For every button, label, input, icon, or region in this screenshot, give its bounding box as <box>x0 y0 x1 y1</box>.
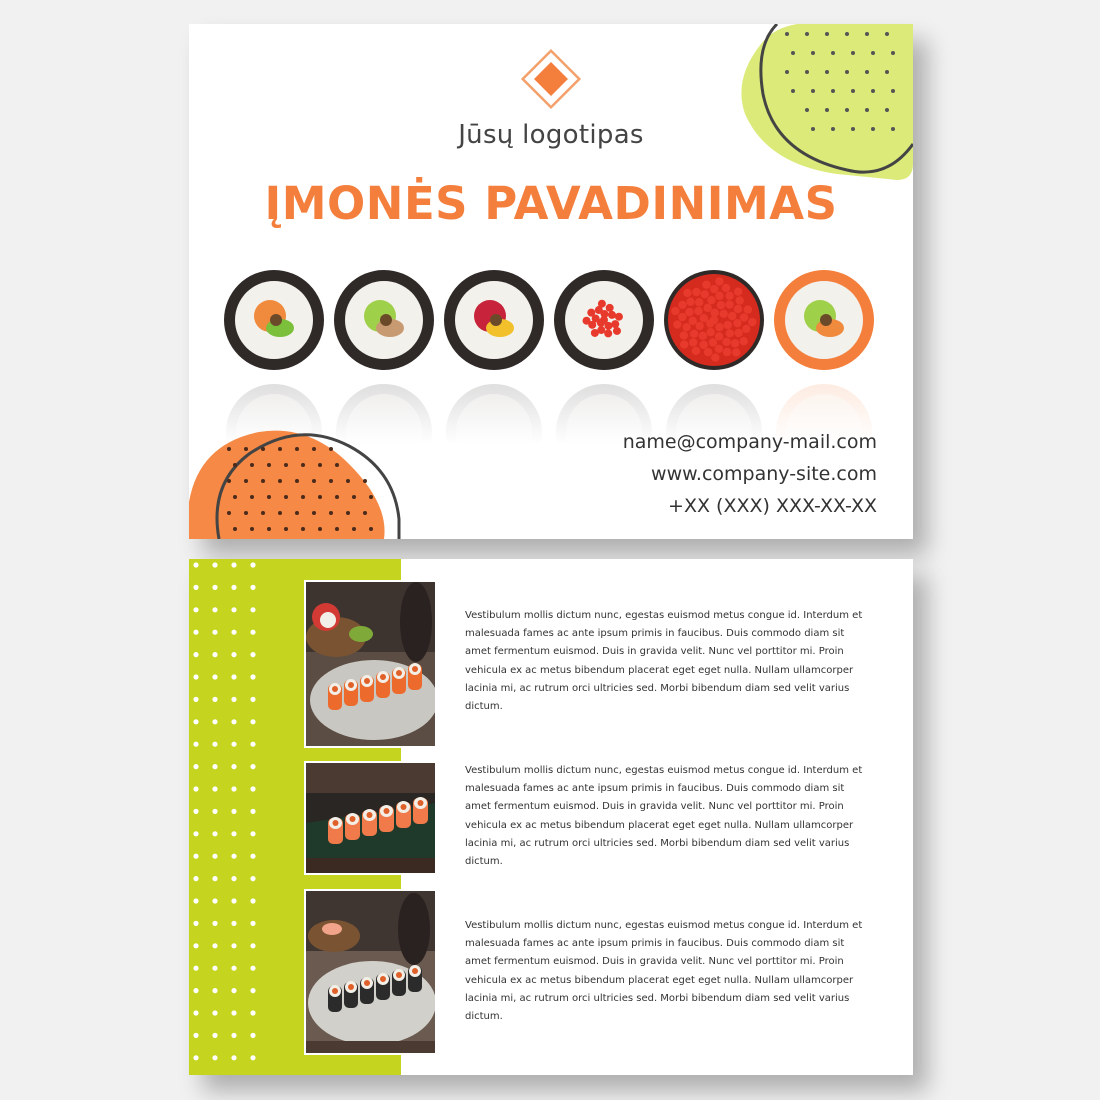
description-paragraph-2: Vestibulum mollis dictum nunc, egestas euismod metus congue id. Interdum et malesuada fames ac ante ipsum primis in faucibus. Duis commodo diam sit amet fermentum euismod. Duis in gravida velit. Nunc vel porttitor mi. Proin vehicula ex ac metus bibendum placerat eget eget nulla. Nullam ullamcorper lacinia mi, ac rutrum orci ultricies sed. Morbi bibendum diam sed velit varius dictum. <box>465 765 863 868</box>
description-paragraph-1: Vestibulum mollis dictum nunc, egestas euismod metus congue id. Interdum et malesuada fames ac ante ipsum primis in faucibus. Duis commodo diam sit amet fermentum euismod. Duis in gravida velit. Nunc vel porttitor mi. Proin vehicula ex ac metus bibendum placerat eget eget nulla. Nullam ullamcorper lacinia mi, ac rutrum orci ultricies sed. Morbi bibendum diam sed velit varius dictum. <box>465 610 863 713</box>
sushi-photo-3 <box>304 889 437 1055</box>
contact-info <box>623 426 877 522</box>
sushi-photo-2 <box>304 761 437 875</box>
contact-website: www.company-site.com <box>651 463 877 485</box>
flyer-front <box>189 24 913 539</box>
logo-text: Jūsų logotipas <box>458 120 644 150</box>
contact-phone: +XX (XXX) XXX-XX-XX <box>668 495 877 517</box>
sushi-photo-1 <box>304 580 437 748</box>
dot-pattern-decoration <box>189 559 269 1075</box>
description-paragraph-3: Vestibulum mollis dictum nunc, egestas euismod metus congue id. Interdum et malesuada fames ac ante ipsum primis in faucibus. Duis commodo diam sit amet fermentum euismod. Duis in gravida velit. Nunc vel porttitor mi. Proin vehicula ex ac metus bibendum placerat eget eget nulla. Nullam ullamcorper lacinia mi, ac rutrum orci ultricies sed. Morbi bibendum diam sed velit varius dictum. <box>465 920 863 1023</box>
flyer-back <box>189 559 913 1075</box>
lime-blob-decoration <box>737 24 913 184</box>
company-name: ĮMONĖS PAVADINIMAS <box>264 177 838 230</box>
logo-diamond-icon <box>518 46 584 112</box>
contact-email: name@company-mail.com <box>622 431 877 453</box>
orange-blob-decoration <box>189 424 404 539</box>
sushi-rolls-illustration <box>222 264 882 444</box>
